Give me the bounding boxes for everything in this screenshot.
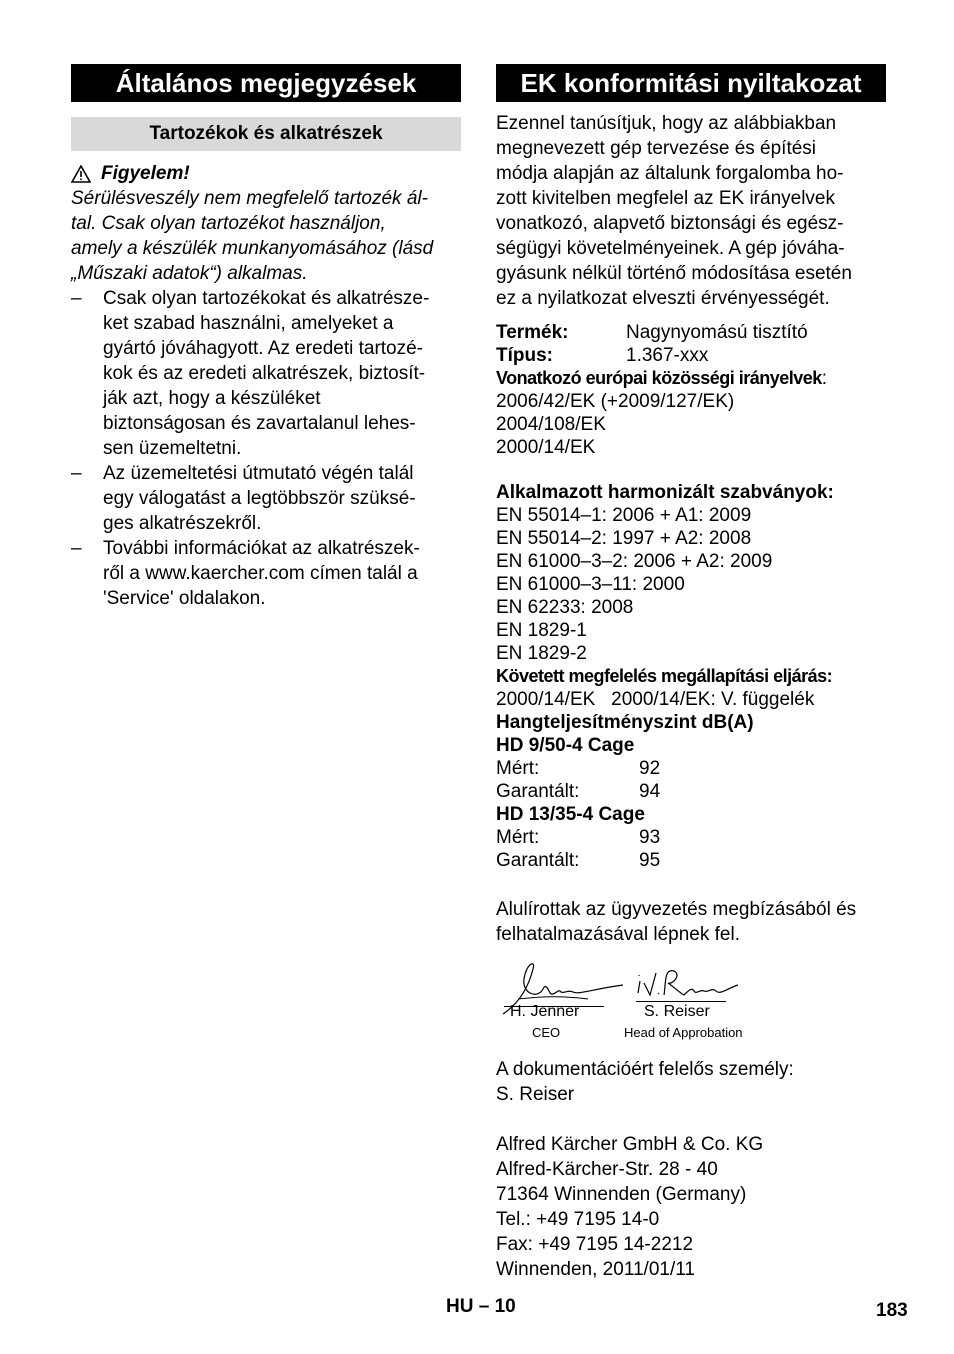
type-row: Típus: 1.367-xxx [496,345,709,366]
model-name: HD 13/35-4 Cage [496,804,645,825]
warning-block [71,161,461,286]
bullet-item: – További információkat az alkatrészek- ről a www.kaercher.com címen talál a 'Service' oldalakon. [71,538,420,609]
product-row: Termék: Nagynyomású tisztító [496,322,808,343]
subheading-accessories: Tartozékok és alkatrészek [71,117,461,151]
company-address: Alfred Kärcher GmbH & Co. KG Alfred-Kärcher-Str. 28 - 40 71364 Winnenden (Germany) Tel.: +49 7195 14-0 Fax: +49 7195 14-2212 Winnenden, 2011/01/11 [496,1134,764,1280]
standards-block [496,481,886,872]
bullet-dash: – [71,538,82,559]
warning-line: Sérülésveszély nem megfelelő tartozék ál- [71,188,428,209]
bullet-dash: – [71,463,82,484]
signature-role: Head of Approbation [624,1025,743,1040]
section-heading-general: Általános megjegyzések [71,64,461,102]
warning-line: amely a készülék munkanyomásához (lásd [71,238,434,259]
model-name: HD 9/50-4 Cage [496,735,635,756]
warning-line: „Műszaki adatok“) alkalmas. [71,263,308,284]
measured-row: Mért: 92 [496,758,661,779]
signature-role: CEO [532,1025,561,1040]
procedure-row: 2000/14/EK 2000/14/EK: V. függelék [496,689,815,710]
bullet-item: – Az üzemeltetési útmutató végén talál egy válogatást a legtöbbször szüksé- ges alkatrészekről. [71,463,416,534]
guaranteed-row: Garantált: 95 [496,850,661,871]
guaranteed-row: Garantált: 94 [496,781,661,802]
procedure-label: Követett megfelelés megállapítási eljárás: [496,666,833,686]
directives-label: Vonatkozó európai közösségi irányelvek: [496,368,828,389]
page-number: 183 [876,1300,908,1321]
sound-label: Hangteljesítményszint dB(A) [496,712,754,733]
signers-text: Alulírottak az ügyvezetés megbízásából és felhatalmazásával lépnek fel. [496,899,857,945]
footer-language-page: HU – 10 [446,1296,516,1317]
intro-text: Ezennel tanúsítjuk, hogy az alábbiakban megnevezett gép tervezése és építési módja alapján az általunk forgalomba ho- zott kivitelben megfelel az EK irányelvek vonatkozó, alapvető biztonsági és egész- ségügyi követelményeinek. A gép jóváha- gyásunk nélkül történő módosítása esetén ez a nyilatkozat elveszti érvényességét. [496,113,852,309]
bullet-dash: – [71,288,82,309]
warning-title: Figyelem! [101,163,190,184]
doc-person: A dokumentációért felelős személy: S. Reiser [496,1059,794,1105]
measured-row: Mért: 93 [496,827,661,848]
signatures [496,957,886,1057]
bullet-item: – Csak olyan tartozékokat és alkatrésze- ket szabad használni, amelyeket a gyártó jóváhagyott. Az eredeti tartozé- kok és az eredeti alkatrészek, biztosít- ják azt, hogy a készüléket biztonságosan és zavartalanul lehes- sen üzemeltetni. [71,288,430,459]
signature-name: S. Reiser [644,1003,710,1020]
warning-line: tal. Csak olyan tartozékot használjon, [71,213,386,234]
standards-list: EN 55014–1: 2006 + A1: 2009 EN 55014–2: 1997 + A2: 2008 EN 61000–3–2: 2006 + A2: 2009 EN 61000–3–11: 2000 EN 62233: 2008 EN 1829-1 EN 1829-2 [496,505,773,664]
standards-label: Alkalmazott harmonizált szabványok: [496,482,834,503]
left-column [71,64,461,611]
accessory-bullets [71,286,461,611]
signature-name: H. Jenner [510,1003,580,1020]
warning-triangle-icon [71,165,91,183]
right-column [496,64,886,1282]
directives-list: 2006/42/EK (+2009/127/EK) 2004/108/EK 2000/14/EK [496,391,735,458]
section-heading-conformity: EK konformitási nyiltakozat [496,64,886,102]
product-info [496,321,886,459]
